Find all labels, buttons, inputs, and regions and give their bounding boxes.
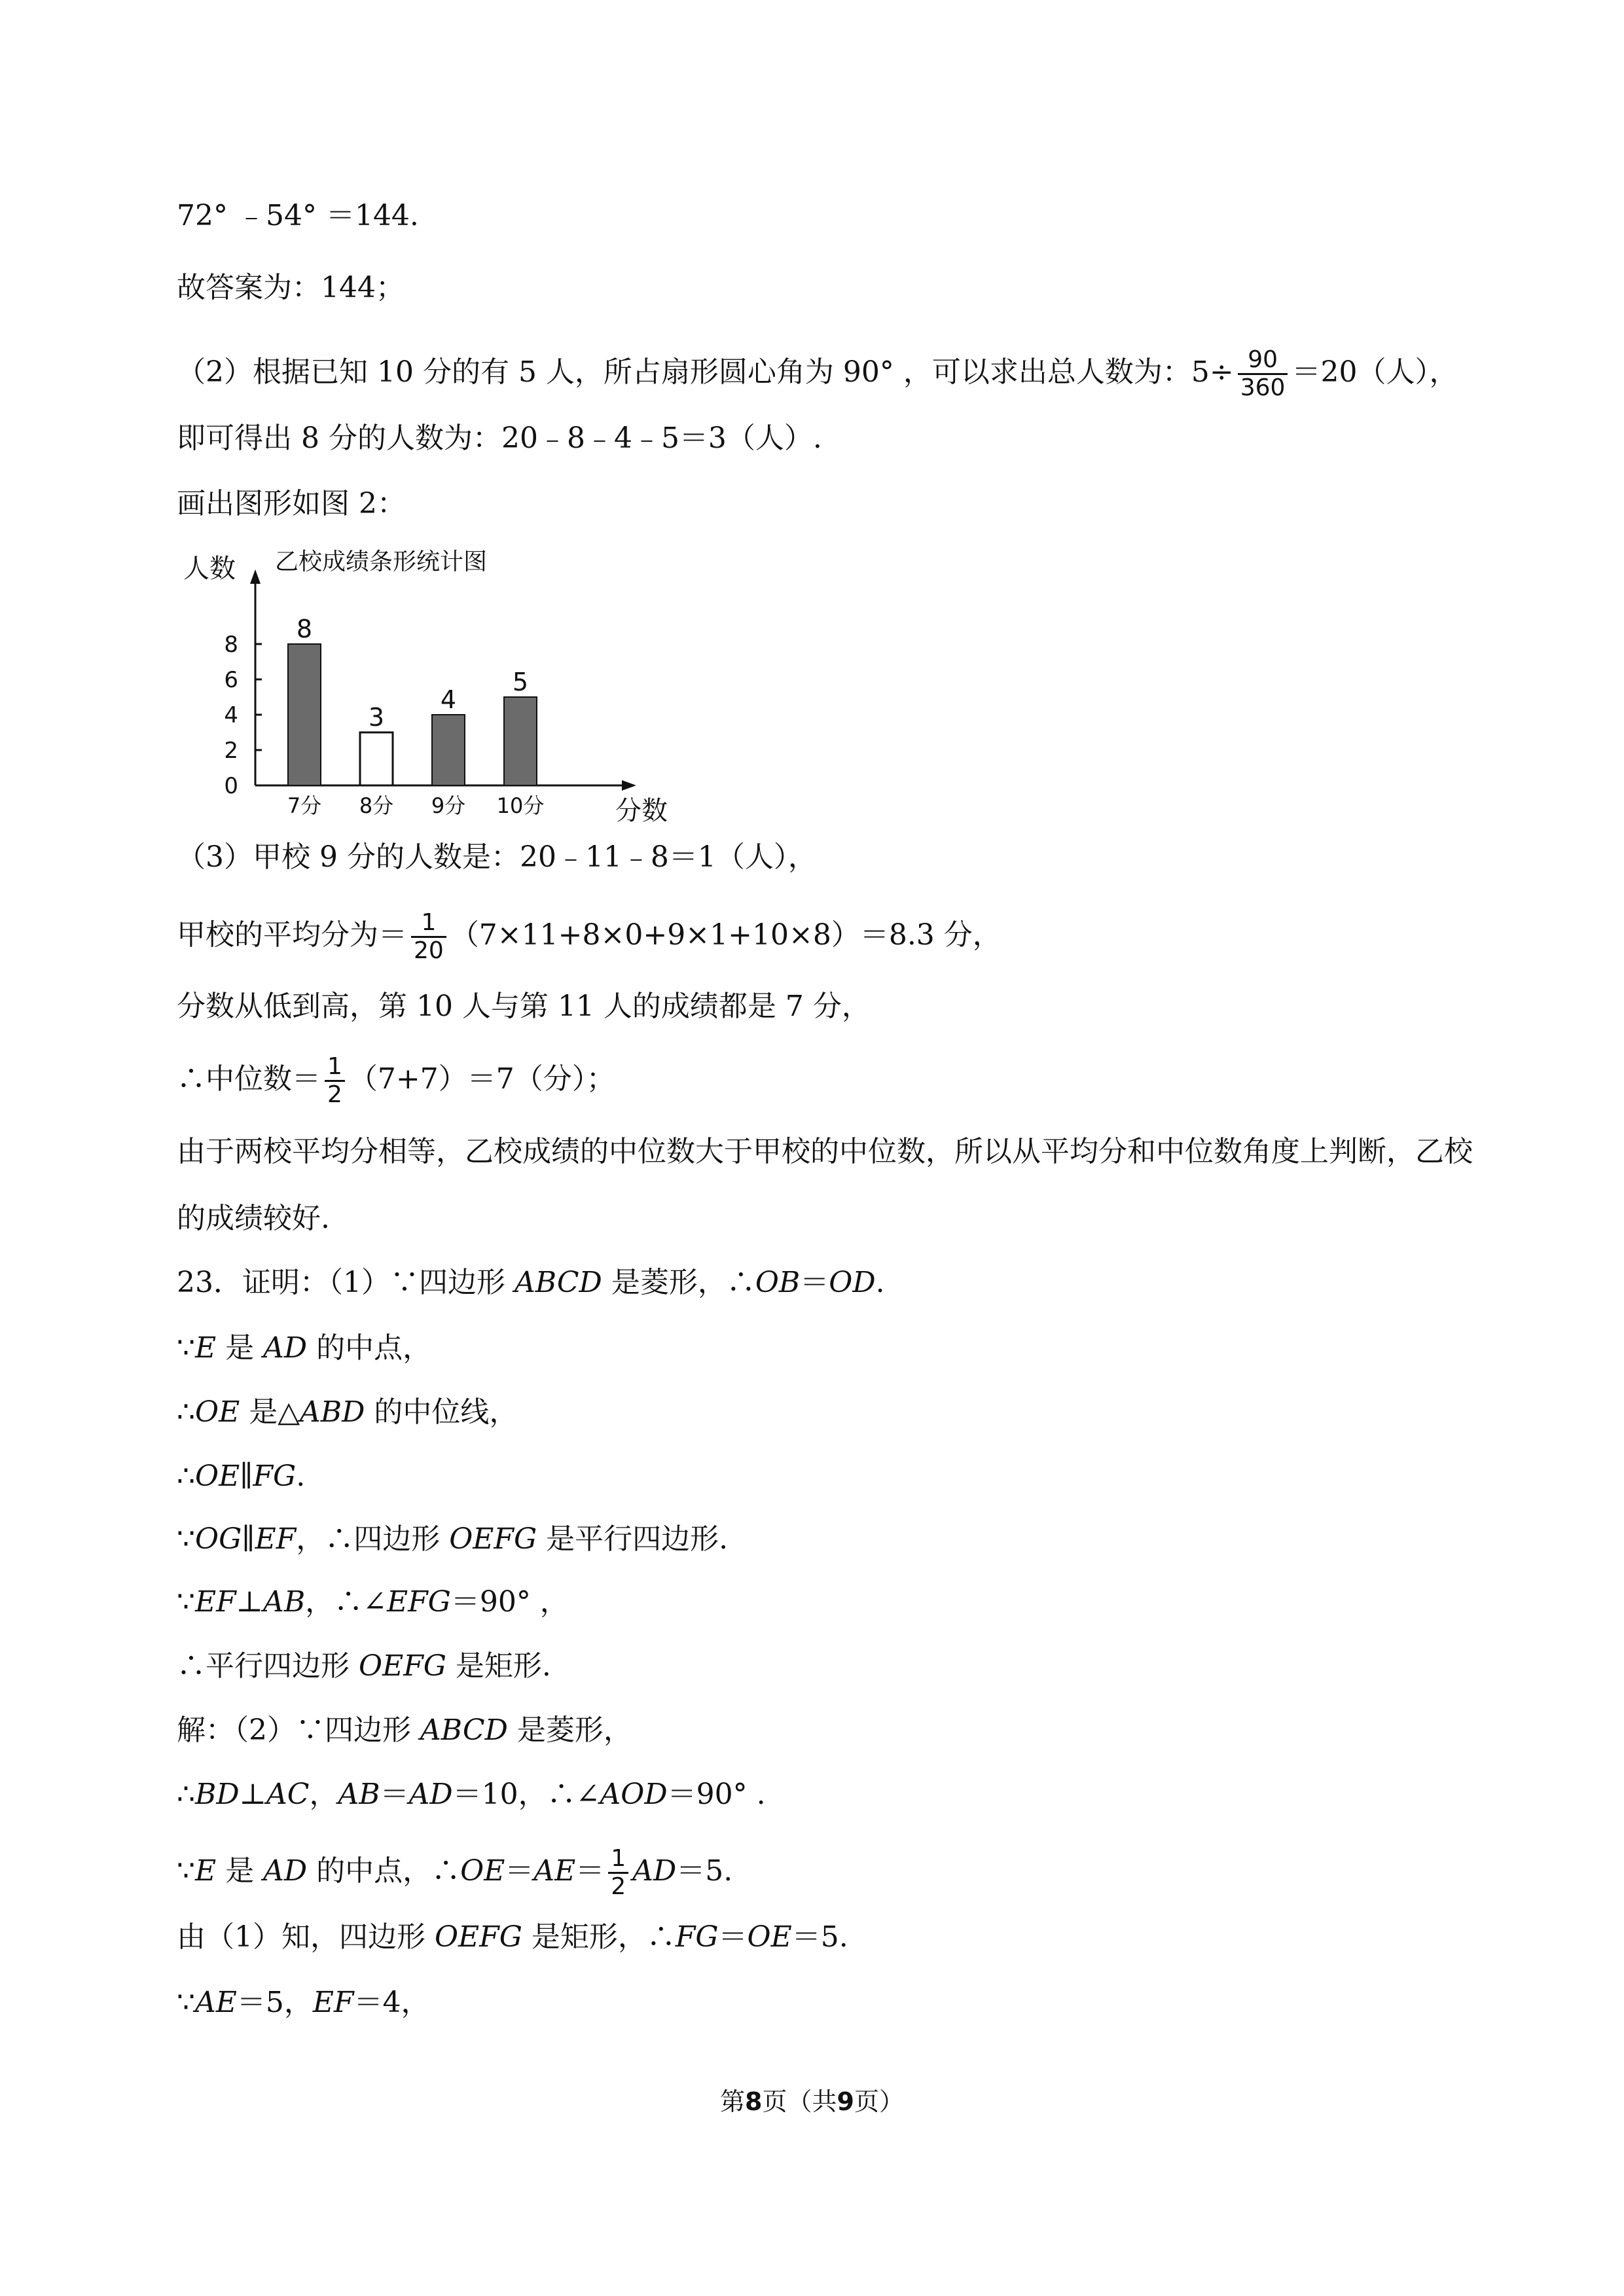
fraction-denominator: 20 [414, 937, 444, 964]
line-text: ∥ [242, 1522, 255, 1556]
line-text: ＝4， [353, 1986, 430, 2019]
line-text: （7×11+8×0+9×1+10×8）＝8.3 分， [450, 918, 1001, 952]
math-symbol: ABCD [420, 1713, 508, 1747]
line-text: 是菱形， [507, 1713, 632, 1747]
text-line [177, 910, 1001, 964]
math-symbol: AC [266, 1778, 310, 1811]
text-line [177, 1132, 1473, 1172]
y-tick-label: 2 [224, 738, 238, 764]
bar-chart [170, 537, 694, 831]
bar-9分 [432, 715, 465, 785]
math-symbol: BD [195, 1778, 240, 1811]
y-tick-label: 6 [224, 667, 238, 693]
line-text: ∴ [177, 1778, 195, 1811]
math-symbol: EF [195, 1585, 236, 1619]
line-text: 是 [216, 1854, 264, 1888]
y-axis-arrow [250, 569, 261, 584]
line-text: ＝90° ， [450, 1585, 569, 1619]
line-text: ，∴∠ [305, 1585, 388, 1619]
math-symbol: AOD [600, 1778, 668, 1811]
line-text: ＝5. [791, 1920, 848, 1954]
text-line [177, 484, 406, 524]
line-text: 甲校的平均分为＝ [177, 918, 407, 952]
footer-text: 页（共 [762, 2087, 837, 2116]
line-text: 72° ﹣54° ＝144. [177, 199, 419, 232]
text-line [177, 838, 817, 877]
line-text: ∵ [177, 1986, 195, 2019]
text-line [177, 1329, 431, 1368]
x-tick-label: 10分 [496, 793, 545, 818]
math-symbol: OG [195, 1522, 242, 1556]
line-text: ∴平行四边形 [177, 1649, 359, 1683]
x-axis-arrow [622, 780, 636, 791]
fraction-numerator: 1 [411, 910, 446, 938]
fraction [608, 1846, 628, 1900]
line-text: 是菱形，∴ [602, 1266, 755, 1299]
y-tick-label: 8 [224, 632, 238, 658]
text-line [177, 1457, 305, 1496]
text-line [177, 1199, 330, 1238]
math-symbol: EF [255, 1522, 297, 1556]
math-symbol: FG [253, 1460, 297, 1493]
line-text: ，∴四边形 [296, 1522, 450, 1556]
line-text: （7+7）＝7（分）； [348, 1062, 615, 1096]
line-text: 是平行四边形. [537, 1522, 729, 1556]
line-text: ⊥ [239, 1778, 267, 1811]
bar-value-label: 5 [512, 668, 529, 696]
line-text: 23．证明：（1）∵四边形 [177, 1266, 514, 1299]
x-tick-label: 9分 [431, 793, 466, 818]
line-text: 分数从低到高，第 10 人与第 11 人的成绩都是 7 分， [177, 990, 871, 1023]
x-axis-label: 分数 [615, 796, 668, 826]
line-text: ＝ [505, 1854, 534, 1888]
page-footer [0, 2081, 1624, 2117]
fraction-denominator: 2 [611, 1873, 626, 1900]
bar-8分 [360, 732, 393, 785]
fraction [411, 910, 446, 964]
total-pages: 9 [837, 2087, 854, 2116]
fraction-numerator: 90 [1238, 347, 1288, 375]
line-text: （2）根据已知 10 分的有 5 人，所占扇形圆心角为 90° ，可以求出总人数为：5÷ [177, 355, 1234, 389]
fraction-numerator: 1 [608, 1846, 628, 1874]
text-line [177, 1775, 766, 1814]
math-symbol: AE [195, 1986, 237, 2019]
line-text: 由（1）知，四边形 [177, 1920, 435, 1954]
text-line [177, 1263, 885, 1302]
line-text: ∴中位数＝ [177, 1062, 321, 1096]
text-line [177, 1520, 728, 1559]
text-line [177, 268, 405, 308]
fraction [325, 1054, 345, 1108]
line-text: ＝ [575, 1854, 605, 1888]
math-symbol: OE [460, 1854, 505, 1888]
line-text: ⊥ [236, 1585, 264, 1619]
y-axis-label: 人数 [183, 554, 236, 584]
math-symbol: OEFG [449, 1522, 537, 1556]
bar-value-label: 4 [440, 685, 457, 714]
math-symbol: E [195, 1854, 217, 1888]
fraction [1238, 347, 1288, 401]
text-line [177, 419, 822, 458]
line-text: ∥ [240, 1460, 253, 1493]
line-text: ＝10，∴∠ [452, 1778, 600, 1811]
x-tick-label: 7分 [287, 793, 322, 818]
math-symbol: OD [829, 1266, 876, 1299]
footer-text: 第 [720, 2087, 746, 2116]
line-text: ∵ [177, 1854, 195, 1888]
math-symbol: OE [195, 1395, 240, 1429]
line-text: （3）甲校 9 分的人数是：20﹣11﹣8＝1（人）， [177, 840, 817, 874]
line-text: 画出图形如图 2： [177, 487, 406, 520]
line-text: 的成绩较好. [177, 1202, 330, 1235]
bar-value-label: 3 [368, 703, 385, 732]
line-text: ＝5， [236, 1986, 313, 2019]
y-tick-label: 4 [224, 702, 238, 728]
text-line [177, 987, 871, 1026]
text-line [177, 1054, 615, 1108]
math-symbol: ABCD [514, 1266, 602, 1299]
line-text: ， [309, 1778, 338, 1811]
text-line [177, 1583, 569, 1622]
line-text: 是 [216, 1331, 264, 1365]
line-text: 故答案为：144； [177, 271, 405, 304]
text-line [177, 1647, 551, 1686]
line-text: ＝ [718, 1920, 748, 1954]
math-symbol: FG [675, 1920, 719, 1954]
math-symbol: OB [755, 1266, 801, 1299]
line-text: ＝20（人）， [1291, 355, 1458, 389]
line-text: ＝5. [676, 1854, 733, 1888]
math-symbol: AB [338, 1778, 380, 1811]
line-text: 的中点， [307, 1331, 432, 1365]
footer-text: 页） [854, 2087, 904, 2116]
fraction-denominator: 360 [1240, 374, 1286, 401]
line-text: 即可得出 8 分的人数为：20﹣8﹣4﹣5＝3（人）. [177, 422, 822, 455]
line-text: 是△ [240, 1395, 300, 1429]
chart-title: 乙校成绩条形统计图 [275, 548, 488, 575]
text-line [177, 1711, 632, 1750]
math-symbol: AD [408, 1778, 453, 1811]
y-tick-label: 0 [224, 773, 238, 799]
x-tick-label: 8分 [359, 793, 394, 818]
math-symbol: EF [312, 1986, 354, 2019]
line-text: ＝ [380, 1778, 409, 1811]
text-line [177, 1983, 430, 2022]
line-text: . [875, 1266, 885, 1299]
math-symbol: OE [747, 1920, 792, 1954]
line-text: 的中点，∴ [307, 1854, 461, 1888]
text-line [177, 347, 1458, 401]
page-number: 8 [745, 2087, 763, 2116]
fraction-numerator: 1 [325, 1054, 345, 1082]
text-line [177, 196, 419, 236]
math-symbol: AD [263, 1854, 308, 1888]
math-symbol: AB [263, 1585, 306, 1619]
line-text: 是矩形，∴ [522, 1920, 676, 1954]
math-symbol: E [195, 1331, 217, 1365]
bar-value-label: 8 [296, 615, 313, 643]
math-symbol: AD [263, 1331, 308, 1365]
line-text: . [296, 1460, 306, 1493]
line-text: ∵ [177, 1522, 195, 1556]
line-text: ∵ [177, 1331, 195, 1365]
line-text: 是矩形. [446, 1649, 551, 1683]
line-text: 由于两校平均分相等，乙校成绩的中位数大于甲校的中位数，所以从平均分和中位数角度上判断，乙校 [177, 1135, 1473, 1168]
line-text: ∴ [177, 1395, 195, 1429]
math-symbol: ABD [300, 1395, 365, 1429]
text-line [177, 1918, 848, 1957]
text-line [177, 1393, 518, 1432]
fraction-denominator: 2 [327, 1081, 342, 1108]
text-line [177, 1846, 732, 1900]
bar-7分 [288, 644, 321, 785]
line-text: 的中位线， [365, 1395, 518, 1429]
math-symbol: OEFG [359, 1649, 446, 1683]
math-symbol: EFG [387, 1585, 451, 1619]
math-symbol: OE [195, 1460, 240, 1493]
line-text: ∴ [177, 1460, 195, 1493]
math-symbol: AD [632, 1854, 677, 1888]
line-text: 解：（2）∵四边形 [177, 1713, 420, 1747]
line-text: ∵ [177, 1585, 195, 1619]
bar-10分 [504, 697, 537, 785]
line-text: ＝90° . [667, 1778, 766, 1811]
line-text: ＝ [800, 1266, 829, 1299]
math-symbol: OEFG [434, 1920, 522, 1954]
math-symbol: AE [533, 1854, 576, 1888]
